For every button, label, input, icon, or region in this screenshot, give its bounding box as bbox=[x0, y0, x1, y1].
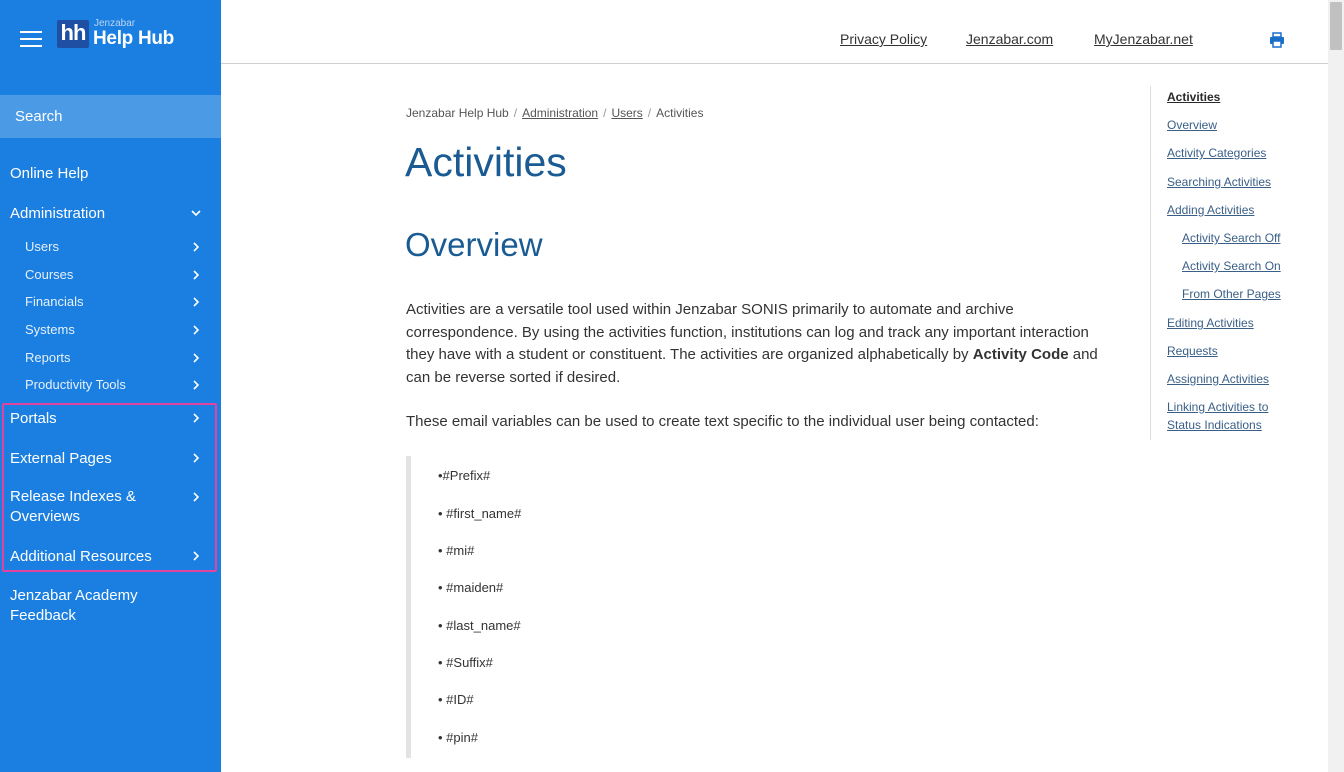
nav-sub-financials[interactable]: Financials bbox=[25, 294, 84, 309]
overview-text-1: Activities are a versatile tool used within Jenzabar SONIS primarily to automate and archive correspondence. By using the activities function, institutions can log and track any important interaction they have with a student or constituent. The activities are organized alphabetically by bbox=[406, 301, 1089, 363]
toc-linking-activities[interactable]: Linking Activities to Status Indications bbox=[1167, 400, 1269, 432]
chevron-right-icon[interactable] bbox=[190, 412, 202, 424]
sidebar-search[interactable]: Search bbox=[0, 95, 221, 138]
table-of-contents bbox=[1150, 86, 1310, 440]
variable-item: • #first_name# bbox=[438, 506, 522, 521]
vertical-scrollbar[interactable] bbox=[1328, 0, 1344, 772]
print-icon[interactable] bbox=[1269, 32, 1285, 48]
top-bar bbox=[221, 0, 1328, 64]
activity-code-bold: Activity Code bbox=[972, 346, 1069, 363]
chevron-right-icon[interactable] bbox=[190, 296, 202, 308]
toc-activity-search-off[interactable]: Activity Search Off bbox=[1182, 231, 1281, 245]
jenzabar-com-link[interactable]: Jenzabar.com bbox=[966, 31, 1054, 47]
toc-from-other-pages[interactable]: From Other Pages bbox=[1182, 287, 1281, 301]
toc-activities[interactable]: Activities bbox=[1167, 90, 1221, 104]
toc-activity-search-on[interactable]: Activity Search On bbox=[1182, 259, 1281, 273]
myjenzabar-link[interactable]: MyJenzabar.net bbox=[1094, 31, 1193, 47]
nav-release-indexes[interactable]: Release Indexes & Overviews bbox=[10, 488, 136, 525]
chevron-right-icon[interactable] bbox=[190, 352, 202, 364]
email-variables-block bbox=[406, 456, 1106, 758]
chevron-right-icon[interactable] bbox=[190, 241, 202, 253]
logo-brand-small: Jenzabar bbox=[94, 18, 136, 29]
nav-external-pages[interactable]: External Pages bbox=[10, 450, 112, 467]
nav-online-help[interactable]: Online Help bbox=[10, 165, 89, 182]
nav-sub-users[interactable]: Users bbox=[25, 239, 59, 254]
logo-mark: hh bbox=[57, 20, 89, 48]
variable-item: • #mi# bbox=[438, 543, 475, 558]
chevron-down-icon[interactable] bbox=[190, 207, 202, 219]
toc-requests[interactable]: Requests bbox=[1167, 344, 1218, 358]
toc-activity-categories[interactable]: Activity Categories bbox=[1167, 146, 1267, 160]
breadcrumb-administration[interactable]: Administration bbox=[522, 106, 599, 120]
toc-assigning-activities[interactable]: Assigning Activities bbox=[1167, 372, 1270, 386]
breadcrumb-current: Activities bbox=[656, 106, 704, 120]
hamburger-menu-icon[interactable] bbox=[20, 31, 42, 47]
sidebar bbox=[0, 0, 221, 772]
variable-item: • #pin# bbox=[438, 730, 478, 745]
nav-administration[interactable]: Administration bbox=[10, 205, 106, 222]
chevron-right-icon[interactable] bbox=[190, 379, 202, 391]
nav-sub-reports[interactable]: Reports bbox=[25, 350, 71, 365]
toc-adding-activities[interactable]: Adding Activities bbox=[1167, 203, 1255, 217]
chevron-right-icon[interactable] bbox=[190, 491, 202, 503]
scrollbar-thumb[interactable] bbox=[1330, 2, 1342, 50]
variable-item: • #last_name# bbox=[438, 618, 521, 633]
variable-item: • #Suffix# bbox=[438, 655, 493, 670]
overview-paragraph bbox=[406, 299, 1106, 389]
variables-intro: These email variables can be used to create text specific to the individual user being contacted: bbox=[406, 413, 1039, 430]
chevron-right-icon[interactable] bbox=[190, 452, 202, 464]
privacy-policy-link[interactable]: Privacy Policy bbox=[840, 31, 928, 47]
variable-item: • #maiden# bbox=[438, 580, 504, 595]
variable-item: • #ID# bbox=[438, 692, 474, 707]
toc-overview[interactable]: Overview bbox=[1167, 118, 1218, 132]
nav-portals[interactable]: Portals bbox=[10, 410, 57, 427]
sidebar-header bbox=[0, 0, 221, 80]
breadcrumb-users[interactable]: Users bbox=[611, 106, 643, 120]
toc-searching-activities[interactable]: Searching Activities bbox=[1167, 175, 1272, 189]
nav-sub-systems[interactable]: Systems bbox=[25, 322, 75, 337]
nav-sub-productivity-tools[interactable]: Productivity Tools bbox=[25, 377, 126, 392]
variable-item: •#Prefix# bbox=[438, 468, 491, 483]
nav-sub-courses[interactable]: Courses bbox=[25, 267, 74, 282]
nav-academy-feedback[interactable]: Jenzabar Academy Feedback bbox=[10, 587, 138, 624]
page-title: Activities bbox=[405, 139, 567, 185]
breadcrumb-home[interactable]: Jenzabar Help Hub bbox=[406, 106, 509, 120]
toc-editing-activities[interactable]: Editing Activities bbox=[1167, 316, 1254, 330]
overview-text-2: and can be reverse sorted if desired. bbox=[406, 346, 1098, 386]
breadcrumb: Jenzabar Help Hub / Administration / Users / Activities bbox=[406, 106, 704, 120]
section-title-overview: Overview bbox=[405, 226, 543, 263]
chevron-right-icon[interactable] bbox=[190, 324, 202, 336]
chevron-right-icon[interactable] bbox=[190, 269, 202, 281]
nav-additional-resources[interactable]: Additional Resources bbox=[10, 548, 152, 565]
logo-brand-main: Help Hub bbox=[93, 28, 174, 49]
chevron-right-icon[interactable] bbox=[190, 550, 202, 562]
